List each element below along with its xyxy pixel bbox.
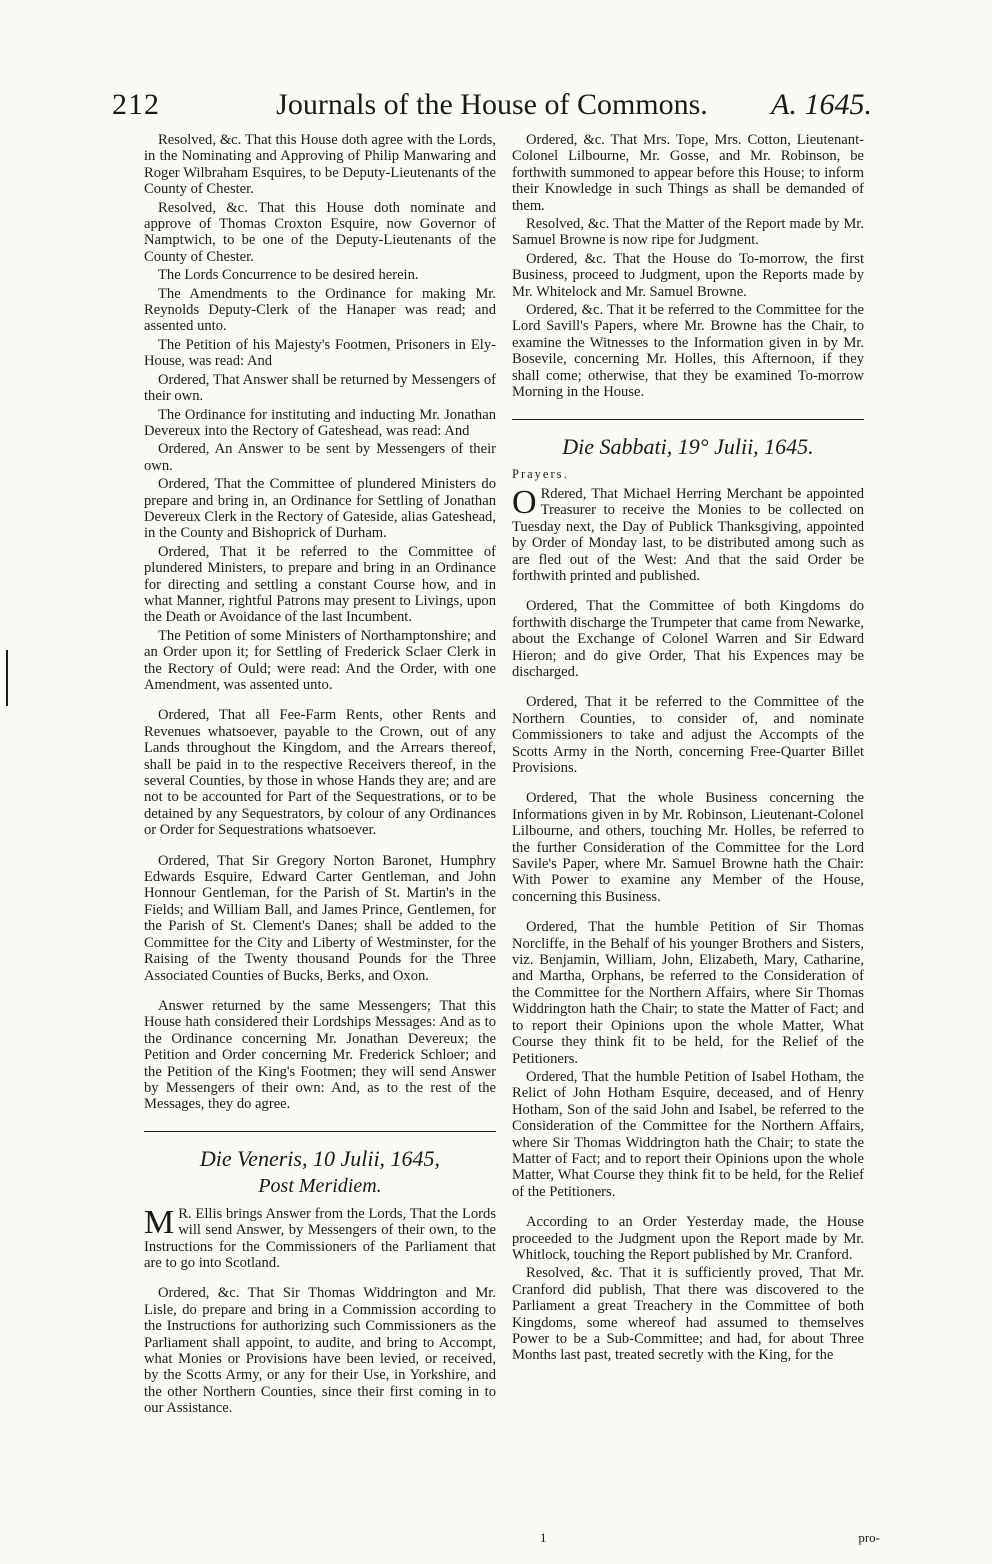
- paragraph: According to an Order Yesterday made, the House proceeded to the Judgment upon the Report made by Mr. Whitlock, touching the Report published by Mr. Cranford.: [512, 1214, 864, 1263]
- paragraph: Resolved, &c. That it is sufficiently proved, That Mr. Cranford did publish, That there was discovered to the Parliament a great Treachery in the Committee of both Kingdoms, some whereof had assumed to themselves Power to be a Sub-Committee; and had, for about Three Months last past, treated secretly with the King, for the: [512, 1265, 864, 1364]
- left-column: [144, 132, 496, 1419]
- paragraph: Ordered, That the whole Business concerning the Informations given in by Mr. Robinson, Lieutenant-Colonel Lilbourne, and others, touching Mr. Holles, be referred to the further Consideration of the Committee for the Lord Savile's Paper, where Mr. Samuel Browne hath the Chair: With Power to examine any Member of the House, concerning this Business.: [512, 790, 864, 905]
- paragraph: Ordered, &c. That Sir Thomas Widdrington and Mr. Lisle, do prepare and bring in a Commission according to the Instructions for authorizing such Commissioners as the Parliament shall appoint, to audite, and bring to Accompt, what Monies or Provisions have been levied, or received, by the Scotts Army, or any for their Use, in Yorkshire, and the other Northern Counties, since their first coming in to our Assistance.: [144, 1285, 496, 1417]
- paragraph: Ordered, That the humble Petition of Isabel Hotham, the Relict of John Hotham Esquire, deceased, and of Henry Hotham, Son of the said John and Isabel, be referred to the Consideration of the Committee for the Northern Affairs, where Sir Thomas Widdrington hath the Chair; to state the Matter of Fact; and to report their Opinions upon the whole Matter, What Course they think fit to be held, for the Relief of the Petitioners.: [512, 1068, 864, 1200]
- paragraph: Resolved, &c. That this House doth nominate and approve of Thomas Croxton Esquire, now Governor of Namptwich, to be one of the Deputy-Lieutenants of the County of Chester.: [144, 199, 496, 265]
- paragraph: Ordered, That Sir Gregory Norton Baronet, Humphry Edwards Esquire, Edward Carter Gentleman, and John Honnour Gentleman, for the Parish of St. Martin's in the Fields; and William Ball, and James Prince, Gentlemen, for the Parish of St. Clement's Danes; shall be added to the Committee for the City and Liberty of Westminster, for the Raising of the Twenty thousand Pounds for the Three Associated Counties of Bucks, Berks, and Oxon.: [144, 852, 496, 984]
- day-heading-friday: Die Veneris, 10 Julii, 1645,: [199, 1145, 441, 1171]
- paragraph: Resolved, &c. That the Matter of the Report made by Mr. Samuel Browne is now ripe for Judgment.: [512, 216, 864, 249]
- paragraph: The Amendments to the Ordinance for making Mr. Reynolds Deputy-Clerk of the Hanaper was read; and assented unto.: [144, 285, 496, 335]
- prayers-label: Prayers.: [512, 466, 569, 481]
- signature-mark: 1: [540, 1530, 547, 1545]
- right-column: [512, 132, 864, 1366]
- paragraph: The Ordinance for instituting and inducting Mr. Jonathan Devereux into the Rectory of Gateshead, was read: And: [144, 406, 496, 439]
- section-divider: [512, 419, 864, 420]
- paragraph: Ordered, That the Committee of both Kingdoms do forthwith discharge the Trumpeter that came from Newarke, about the Exchange of Colonel Warren and Sir Edward Hieron; and do give Order, That his Expences may be discharged.: [512, 598, 864, 680]
- day-heading-saturday: Die Sabbati, 19° Julii, 1645.: [562, 433, 814, 459]
- paragraph: Ordered, &c. That it be referred to the Committee for the Lord Savill's Papers, where Mr. Browne has the Chair, to examine the Witnesses to the Information given in by Mr. Bosevile, concerning Mr. Holles, this Afternoon, if they shall come; otherwise, that they be examined To-morrow Morning in the House.: [512, 302, 864, 401]
- paragraph-text: Rdered, That Michael Herring Merchant be appointed Treasurer to receive the Monies to be collected on Tuesday next, the Day of Publick Thanksgiving, appointed by Order of Monday last, to be distributed among such as are fled out of the West: And that the said Order be forthwith printed and published.: [512, 485, 864, 584]
- paragraph: [512, 483, 864, 584]
- paragraph: [144, 1203, 496, 1272]
- paragraph: Ordered, &c. That the House do To-morrow, the first Business, proceed to Judgment, upon the Reports made by Mr. Whitelock and Mr. Samuel Browne.: [512, 250, 864, 300]
- day-subheading: Post Meridiem.: [258, 1174, 382, 1197]
- paragraph: The Petition of some Ministers of Northamptonshire; and an Order upon it; for Settling of Frederick Sclaer Clerk in the Rectory of Ould; were read: And the Order, with one Amendment, was assented unto.: [144, 627, 496, 693]
- paragraph: The Petition of his Majesty's Footmen, Prisoners in Ely-House, was read: And: [144, 336, 496, 370]
- catchword: pro-: [858, 1530, 880, 1545]
- paragraph: Ordered, That it be referred to the Committee of the Northern Counties, to consider of, and nominate Commissioners to take and adjust the Accompts of the Scotts Army in the North, concerning Free-Quarter Billet Provisions.: [512, 694, 864, 776]
- page-header: [112, 88, 872, 128]
- drop-cap: M: [144, 1203, 175, 1241]
- paragraph: Ordered, An Answer to be sent by Messengers of their own.: [144, 441, 496, 474]
- page-number: 212: [112, 88, 160, 121]
- drop-cap: O: [512, 483, 537, 521]
- paragraph: Ordered, That it be referred to the Committee of plundered Ministers, to prepare and bring in an Ordinance for directing and settling a constant Course how, and in what Manner, rightful Patrons may present to Livings, upon the Death or Avoidance of the last Incumbent.: [144, 543, 496, 626]
- paragraph: Resolved, &c. That this House doth agree with the Lords, in the Nominating and Approving of Philip Manwaring and Roger Wilbraham Esquires, to be Deputy-Lieutenants of the County of Chester.: [144, 132, 496, 198]
- section-divider: [144, 1131, 496, 1132]
- paragraph: Ordered, That all Fee-Farm Rents, other Rents and Revenues whatsoever, payable to the Crown, out of any Lands throughout the Kingdom, and the Arrears thereof, shall be paid in to the respective Receivers thereof, in the several Counties, by those in whose Hands they are; and are not to be accounted for Part of the Sequestrations, or to be detained by any Sequestrators, by colour of any Ordinances or Order for Sequestrations whatsoever.: [144, 707, 496, 839]
- paragraph: Answer returned by the same Messengers; That this House hath considered their Lordships Messages: And as to the Ordinance concerning Mr. Jonathan Devereux; the Petition and Order concerning Mr. Frederick Schloer; and the Petition of the King's Footmen; they will send Answer by Messengers of their own: And, as to the rest of the Messages, they do agree.: [144, 997, 496, 1113]
- page-year: A. 1645.: [771, 88, 872, 121]
- paragraph-text: R. Ellis brings Answer from the Lords, That the Lords will send Answer, by Messengers of their own, to the Instructions for the Commissioners of the Parliament that are to go into Scotland.: [144, 1205, 496, 1271]
- running-title: Journals of the House of Commons.: [276, 88, 708, 121]
- paragraph: Ordered, That the Committee of plundered Ministers do prepare and bring in, an Ordinance for Settling of Jonathan Devereux Clerk in the Rectory of Gateside, alias Gateshead, in the County and Bishoprick of Durham.: [144, 476, 496, 542]
- paragraph: Ordered, &c. That Mrs. Tope, Mrs. Cotton, Lieutenant-Colonel Lilbourne, Mr. Gosse, and Mr. Robinson, be forthwith summoned to appear before this House; to inform their Knowledge in such Things as shall be demanded of them.: [512, 132, 864, 214]
- paragraph: Ordered, That the humble Petition of Sir Thomas Norcliffe, in the Behalf of his younger Brothers and Sisters, viz. Benjamin, William, John, Elizabeth, Mary, Catharine, and Martha, Orphans, be referred to the Consideration of the Committee for the Northern Affairs, where Sir Thomas Widdrington hath the Chair; to state the Matter of Fact; and to report their Opinions upon the whole Matter, What Course they think fit to be held, for the Relief of the Petitioners.: [512, 919, 864, 1067]
- paragraph: Ordered, That Answer shall be returned by Messengers of their own.: [144, 371, 496, 405]
- margin-mark: [6, 650, 8, 706]
- paragraph: The Lords Concurrence to be desired herein.: [158, 267, 419, 284]
